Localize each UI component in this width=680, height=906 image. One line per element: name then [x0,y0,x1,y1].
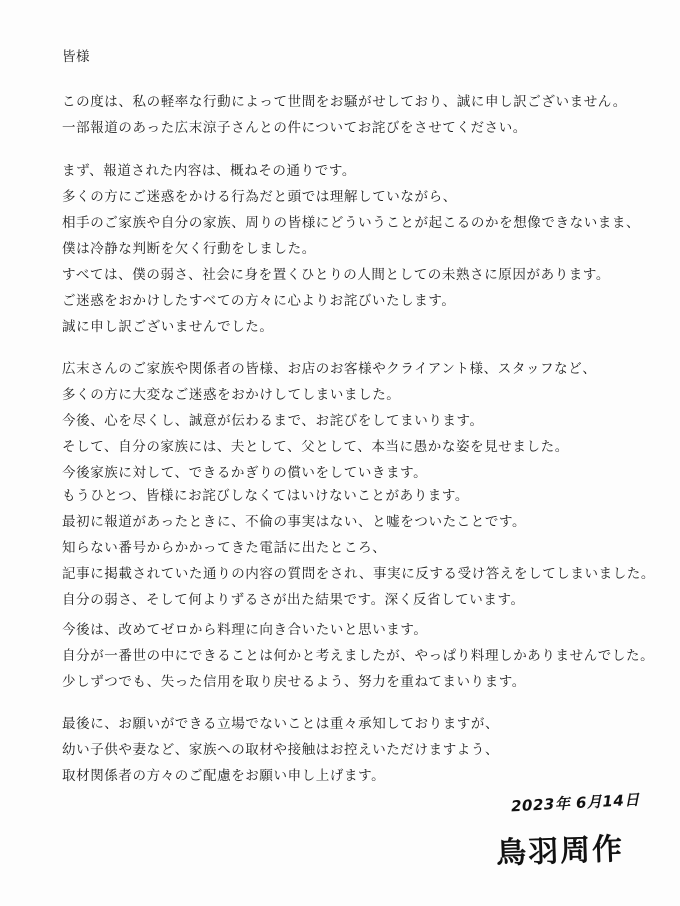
handwritten-signature: 鳥羽周作 [495,831,625,872]
paragraph-cause [62,262,610,340]
paragraph-line: 今後家族に対して、できるかぎりの償いをしていきます。 [62,465,428,481]
paragraph-line: 多くの方に大変なご迷惑をおかけしてしまいました。 [62,387,401,403]
paragraph-line: ご迷惑をおかけしたすべての方々に心よりお詫びいたします。 [62,293,456,309]
paragraph-line: 僕は冷静な判断を欠く行動をしました。 [62,241,316,257]
paragraph-line: 自分の弱さ、そして何よりずるさが出た結果です。深く反省しています。 [62,592,525,608]
paragraph-line: 記事に掲載されていた通りの内容の質問をされ、事実に反する受け答えをしてしまいました。 [62,566,656,582]
paragraph-line: まず、報道された内容は、概ねその通りです。 [62,163,356,179]
paragraph-request [62,711,499,789]
paragraph-line: 知らない番号からかかってきた電話に出たところ、 [62,540,387,556]
paragraph-line: 多くの方にご迷惑をかける行為だと頭では理解していながら、 [62,189,457,205]
paragraph-line: 一部報道のあった広末涼子さんとの件についてお詫びをさせてください。 [62,120,527,136]
paragraph-apology-intro [62,89,627,141]
paragraph-report-confirmation [62,158,640,262]
paragraph-line: 最後に、お願いができる立場でないことは重々承知しておりますが、 [62,716,500,732]
handwritten-date: 2023年 6月14日 [510,790,641,816]
paragraph-future [62,617,654,695]
paragraph-line: 広末さんのご家族や関係者の皆様、お店のお客様やクライアント様、スタッフなど、 [62,361,597,377]
paragraph-line: 今後、心を尽くし、誠意が伝わるまで、お詫びをしてまいります。 [62,413,484,429]
paragraph-line: 今後は、改めてゼロから料理に向き合いたいと思います。 [62,622,428,638]
paragraph-line: もうひとつ、皆様にお詫びしなくてはいけないことがあります。 [62,488,470,504]
paragraph-line: すべては、僕の弱さ、社会に身を置くひとりの人間としての未熟さに原因があります。 [62,267,611,283]
paragraph-line: この度は、私の軽率な行動によって世間をお騒がせしており、誠に申し訳ございません。 [62,94,627,110]
paragraph-false-statement [62,483,655,613]
paragraph-line: 取材関係者の方々のご配慮をお願い申し上げます。 [62,768,386,784]
paragraph-line: 最初に報道があったときに、不倫の事実はない、と嘘をついたことです。 [62,514,527,530]
paragraph-line: 相手のご家族や自分の家族、周りの皆様にどういうことが起こるのかを想像できないまま、 [62,215,641,231]
paragraph-line: 自分が一番世の中にできることは何かと考えましたが、やっぱり料理しかありませんでした。 [62,648,655,664]
paragraph-line: そして、自分の家族には、夫として、父として、本当に愚かな姿を見せました。 [62,439,569,455]
paragraph-line: 幼い子供や妻など、家族への取材や接触はお控えいただけますよう、 [62,742,500,758]
paragraph-line: 誠に申し訳ございませんでした。 [62,319,274,335]
paragraph-line: 少しずつでも、失った信用を取り戻せるよう、努力を重ねてまいります。 [62,674,526,690]
salutation: 皆様 [62,49,90,65]
paragraph-apology-family [62,356,596,486]
